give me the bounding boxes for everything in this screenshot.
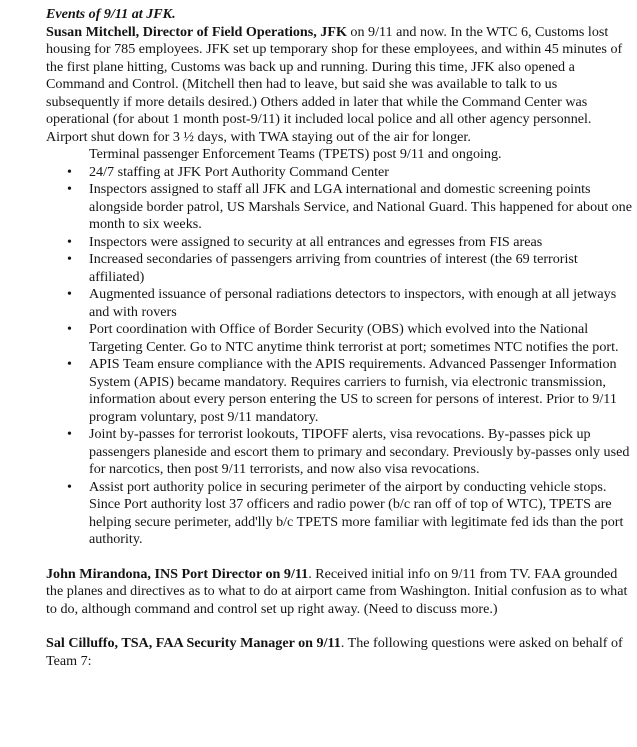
document-heading: Events of 9/11 at JFK. <box>46 6 176 22</box>
paragraph-gap <box>46 549 632 566</box>
paragraph-gap <box>46 618 632 635</box>
bullet-icon: • <box>67 251 72 267</box>
document-page <box>46 6 632 670</box>
mitchell-text: on 9/11 and now. In the WTC 6, Customs lost housing for 785 employees. JFK set up temporary shop for these employees, and within 45 minutes of the first plane hitting, Customs was back up and running. During this time, JFK also opened a Command and Control. (Mitchell then had to leave, but said she was available to talk to us subsequently if more details desired.) Others added in later that while the Command Center was operational (for about 1 month post-9/11) it included local police and all other agency personnel. Airport shut down for 3 ½ days, with TWA staying out of the air for longer. <box>46 23 623 145</box>
cilluffo-lead: Sal Cilluffo, TSA, FAA Security Manager on 9/11 <box>46 635 341 651</box>
mitchell-paragraph <box>46 24 632 147</box>
mirandona-text: . Received initial info on 9/11 from TV. FAA grounded the planes and directives as to what to do at airport came from Washington. Initial confusion as to what to do, although command and control set up right away. (Need to discuss more.) <box>46 565 628 617</box>
bullet-text: Inspectors assigned to staff all JFK and LGA international and domestic screening points alongside border patrol, US Marshals Service, and National Guard. This happened for about one month to six weeks. <box>89 181 632 232</box>
bullet-item <box>46 251 632 286</box>
cilluffo-text: . The following questions were asked on behalf of Team 7: <box>46 635 623 669</box>
bullet-text: Increased secondaries of passengers arriving from countries of interest (the 69 terrorist affiliated) <box>89 251 578 285</box>
bullet-text: Augmented issuance of personal radiations detectors to inspectors, with enough at all jetways and with rovers <box>89 286 617 320</box>
bullet-item <box>46 286 632 321</box>
tpets-intro: Terminal passenger Enforcement Teams (TPETS) post 9/11 and ongoing. <box>89 146 502 162</box>
tpets-bullet-list <box>46 164 632 549</box>
bullet-icon: • <box>67 233 72 250</box>
bullet-text: Inspectors were assigned to security at all entrances and egresses from FIS areas <box>89 233 543 250</box>
mirandona-lead: John Mirandona, INS Port Director on 9/11 <box>46 565 309 582</box>
bullet-text: 24/7 staffing at JFK Port Authority Command Center <box>89 163 390 180</box>
bullet-icon: • <box>67 321 72 337</box>
cilluffo-paragraph <box>46 635 632 670</box>
bullet-icon: • <box>67 163 72 180</box>
bullet-text: Assist port authority police in securing perimeter of the airport by conducting vehicle stops. Since Port authority lost 37 officers and radio power (b/c ran off of top of WTC), TPETS are helping secure perimeter, add'lly b/c TPETS more familiar with legitimate fed ids than the port authority. <box>89 478 624 547</box>
bullet-item <box>46 321 632 356</box>
bullet-item <box>46 181 632 234</box>
bullet-item <box>46 356 632 426</box>
bullet-text: APIS Team ensure compliance with the APIS requirements. Advanced Passenger Information System (APIS) became mandatory. Requires carriers to furnish, via electronic transmission, information about every person entering the US to screen for persons of interest. Prior to 9/11 program voluntary, post 9/11 mandatory. <box>89 356 617 425</box>
bullet-icon: • <box>67 426 72 442</box>
bullet-icon: • <box>67 356 72 372</box>
bullet-text: Port coordination with Office of Border Security (OBS) which evolved into the National Targeting Center. Go to NTC anytime think terrorist at port; sometimes NTC notifies the port. <box>89 321 619 355</box>
bullet-item <box>46 234 632 252</box>
mitchell-lead: Susan Mitchell, Director of Field Operations, JFK <box>46 23 347 40</box>
bullet-icon: • <box>67 286 72 302</box>
bullet-icon: • <box>67 478 72 495</box>
bullet-item <box>46 479 632 549</box>
bullet-item <box>46 426 632 479</box>
bullet-text: Joint by-passes for terrorist lookouts, TIPOFF alerts, visa revocations. By-passes pick up passengers planeside and escort them to primary and secondary. Previously by-passes only used for narcotics, then post 9/11 terrorists, and now also visa revocations. <box>89 426 630 477</box>
mirandona-paragraph <box>46 566 632 619</box>
bullet-icon: • <box>67 181 72 197</box>
bullet-item <box>46 164 632 182</box>
